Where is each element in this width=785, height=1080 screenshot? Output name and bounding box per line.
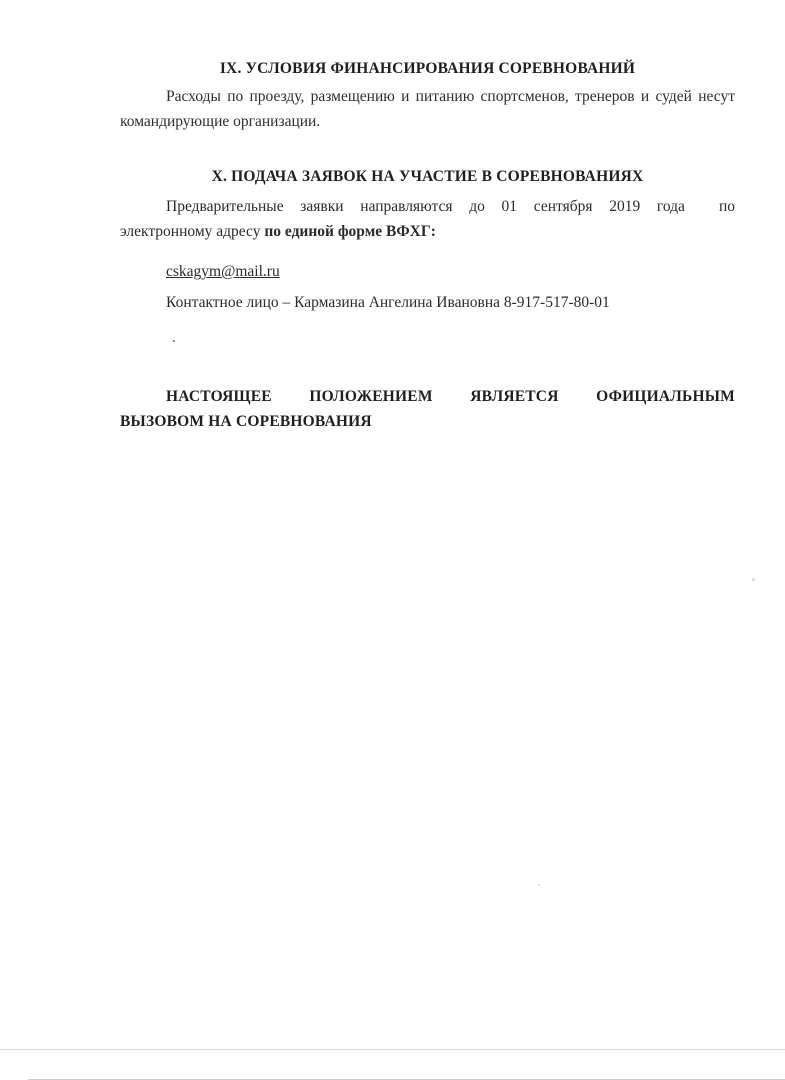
scan-edge-line-top [0,1049,785,1050]
final-statement-line-2: ВЫЗОВОМ НА СОРЕВНОВАНИЯ [120,412,372,430]
email-link[interactable]: cskagym@mail.ru [166,262,280,280]
final-statement-line-1: НАСТОЯЩЕЕ ПОЛОЖЕНИЕМ ЯВЛЯЕТСЯ ОФИЦИАЛЬНЫМ [166,388,735,406]
paragraph-deadline [120,194,735,244]
section-heading-applications: X. ПОДАЧА ЗАЯВОК НА УЧАСТИЕ В СОРЕВНОВАНИЯХ [211,168,644,186]
email-line [120,260,735,285]
contact-person-line: Контактное лицо – Кармазина Ангелина Ивановна 8-917-517-80-01 [166,293,610,311]
scan-speck [538,884,540,886]
form-reference-bold: по единой форме ВФХГ: [264,223,436,241]
stray-mark: . [172,328,176,346]
document-content [120,60,735,435]
final-statement [120,385,735,435]
paragraph-financing: Расходы по проезду, размещению и питанию спортсменов, тренеров и судей несут командирующие организации. [120,88,735,131]
deadline-text-after: по электронному адресу [120,198,735,241]
deadline-text-before: Предварительные заявки направляются до 01 сентября 2019 года [166,198,685,216]
section-heading-financing: IX. УСЛОВИЯ ФИНАНСИРОВАНИЯ СОРЕВНОВАНИЙ [219,60,636,77]
scan-speck [752,578,755,581]
